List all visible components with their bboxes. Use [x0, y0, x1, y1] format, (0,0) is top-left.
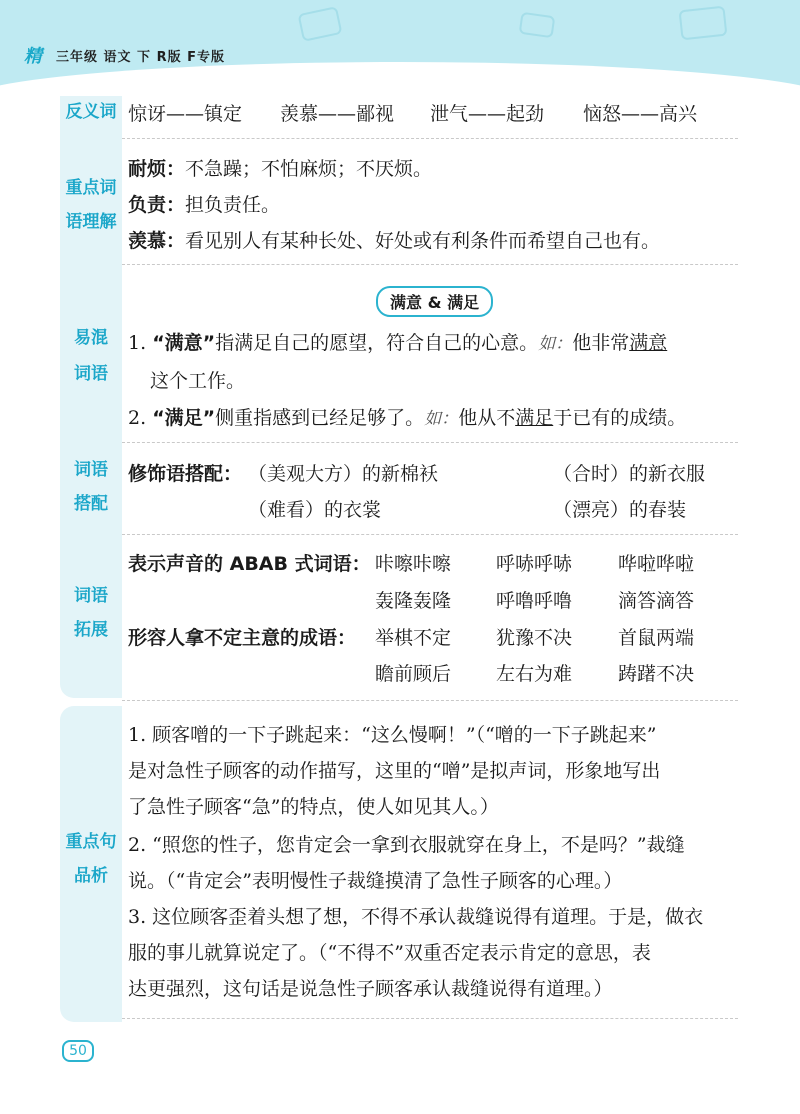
sound-word: 呼哧呼哧 [496, 553, 573, 575]
definition-word: 负责： [128, 194, 186, 216]
sound-word: 呼噜呼噜 [496, 590, 573, 612]
confusing-text: 指满足自己的愿望，符合自己的心意。 [215, 332, 539, 354]
example-text: 他非常 [572, 332, 630, 354]
collocation-item: （美观大方）的新棉袄 [248, 463, 439, 485]
definition-word: 羡慕： [128, 230, 186, 252]
analysis-line: 1. 顾客噌的一下子跳起来：“这么慢啊！”（“噌的一下子跳起来” [128, 724, 657, 746]
collocation-heading [128, 459, 242, 486]
idiom-word: 踌躇不决 [618, 663, 695, 685]
collocation-heading-text: 修饰语搭配： [128, 463, 243, 485]
confusing-word: “满意” [152, 332, 216, 354]
doodle-decoration [298, 6, 343, 42]
analysis-line: 了急性子顾客“急”的特点，使人如见其人。） [128, 796, 499, 818]
item-number: 2. [128, 407, 147, 429]
example-underlined: 满意 [629, 332, 668, 354]
definition-item [128, 190, 280, 217]
page-header [0, 0, 800, 100]
confusing-word: “满足” [152, 407, 216, 429]
example-marker: 如： [424, 409, 459, 428]
collocation-item: （难看）的衣裳 [248, 499, 382, 521]
definition-text: 不急躁；不怕麻烦；不厌烦。 [185, 158, 433, 180]
analysis-line: 2. “照您的性子，您肯定会一拿到衣服就穿在身上，不是吗？”裁缝 [128, 834, 685, 856]
example-underlined: 满足 [515, 407, 554, 429]
doodle-decoration [679, 6, 728, 41]
section-divider [122, 534, 738, 535]
label-confusing-words: 词语 [74, 364, 108, 384]
section-divider [122, 264, 738, 265]
label-expansion: 拓展 [74, 620, 108, 640]
expansion-heading-text: 形容人拿不定主意的成语： [128, 627, 357, 649]
definition-word: 耐烦： [128, 158, 186, 180]
antonym-pair: 泄气——起劲 [430, 103, 545, 125]
idiom-word: 瞻前顾后 [375, 663, 452, 685]
label-sentence-analysis: 品析 [74, 866, 108, 886]
antonym-pair: 羡慕——鄙视 [280, 103, 395, 125]
sound-word: 咔嚓咔嚓 [375, 553, 452, 575]
expansion-heading-text: 表示声音的 ABAB 式词语： [128, 553, 371, 575]
label-confusing-words: 易混 [74, 328, 108, 348]
analysis-line: 达更强烈，这句话是说急性子顾客承认裁缝说得有道理。） [128, 978, 613, 1000]
book-title: 三年级 语文 下 R版 F专版 [56, 50, 225, 65]
collocation-item: （合时）的新衣服 [553, 463, 706, 485]
analysis-line: 3. 这位顾客歪着头想了想，不得不承认裁缝说得有道理。于是，做衣 [128, 906, 704, 928]
sound-word: 滴答滴答 [618, 590, 695, 612]
confusing-item-2 [128, 403, 686, 430]
definition-text: 看见别人有某种长处、好处或有利条件而希望自己也有。 [185, 230, 661, 252]
confusing-item-1 [128, 328, 667, 355]
definition-text: 担负责任。 [185, 194, 281, 216]
definition-item [128, 154, 432, 181]
example-marker: 如： [538, 334, 573, 353]
label-sentence-analysis: 重点句 [65, 832, 117, 852]
expansion-heading-sounds [128, 549, 371, 576]
label-antonyms: 反义词 [65, 102, 117, 122]
analysis-line: 是对急性子顾客的动作描写，这里的“噌”是拟声词，形象地写出 [128, 760, 661, 782]
section-divider [122, 138, 738, 139]
antonym-pair: 恼怒——高兴 [583, 103, 698, 125]
section-divider [122, 442, 738, 443]
sound-word: 哗啦哗啦 [618, 553, 695, 575]
section-divider [122, 1018, 738, 1019]
item-number: 1. [128, 332, 147, 354]
label-expansion: 词语 [74, 586, 108, 606]
example-text: 于已有的成绩。 [553, 407, 687, 429]
collocation-item: （漂亮）的春装 [553, 499, 687, 521]
section-divider [122, 700, 738, 701]
label-collocation: 词语 [74, 460, 108, 480]
expansion-heading-idioms [128, 623, 356, 650]
idiom-word: 举棋不定 [375, 627, 452, 649]
brand-logo: 精 [24, 46, 42, 67]
label-key-words: 语理解 [65, 212, 117, 232]
idiom-word: 首鼠两端 [618, 627, 695, 649]
confusing-item-1-cont: 这个工作。 [150, 370, 246, 392]
sound-word: 轰隆轰隆 [375, 590, 452, 612]
page-number: 50 [62, 1040, 94, 1062]
confusing-text: 侧重指感到已经足够了。 [215, 407, 425, 429]
label-collocation: 搭配 [74, 494, 108, 514]
analysis-line: 说。（“肯定会”表明慢性子裁缝摸清了急性子顾客的心理。） [128, 870, 623, 892]
header-curve [0, 62, 800, 100]
definition-item [128, 226, 660, 253]
example-text: 他从不 [458, 407, 516, 429]
antonym-pair: 惊讶——镇定 [128, 103, 243, 125]
doodle-decoration [519, 12, 556, 39]
label-key-words: 重点词 [65, 178, 117, 198]
compare-tag: 满意 & 满足 [376, 286, 493, 317]
analysis-line: 服的事儿就算说定了。（“不得不”双重否定表示肯定的意思，表 [128, 942, 651, 964]
idiom-word: 左右为难 [496, 663, 573, 685]
idiom-word: 犹豫不决 [496, 627, 573, 649]
